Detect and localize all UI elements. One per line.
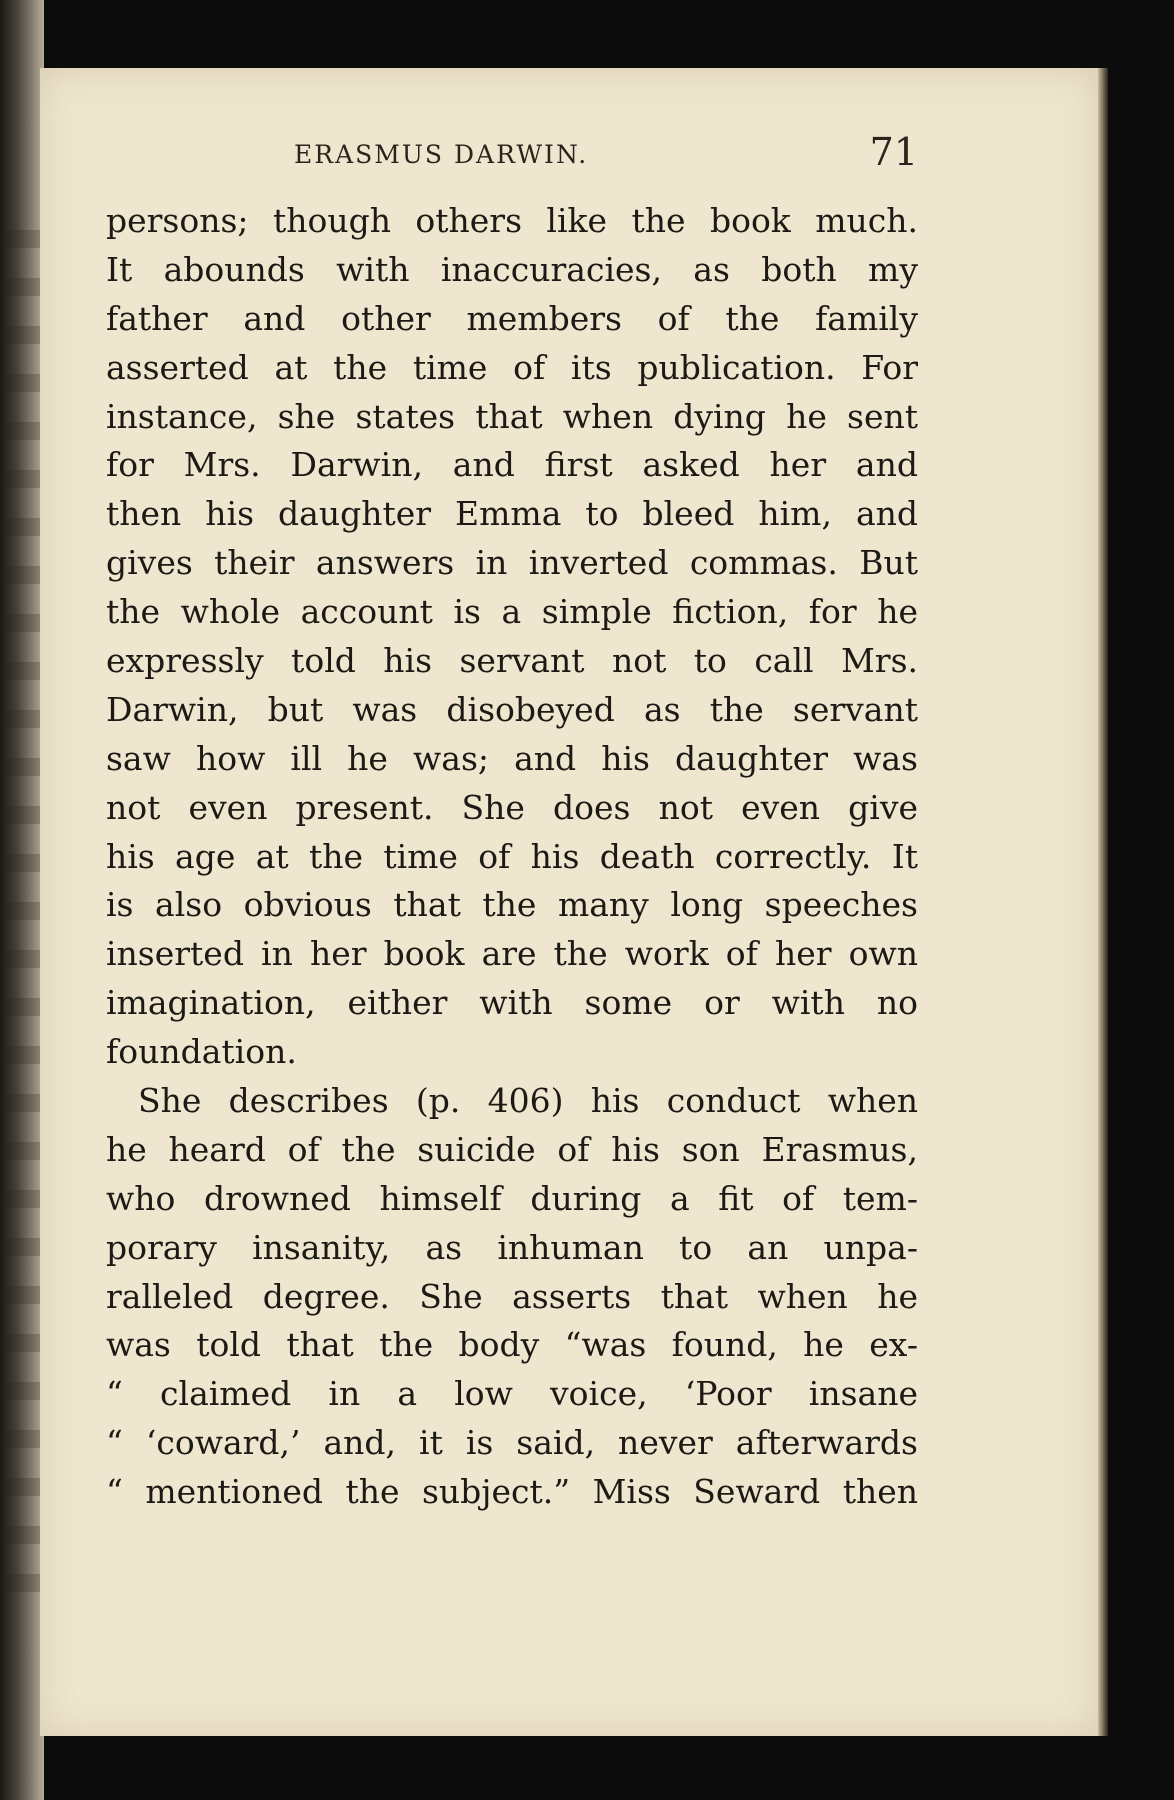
text-line: “ mentioned the subject.” Miss Seward then: [106, 1472, 918, 1512]
text-line: imagination, either with some or with no: [106, 983, 918, 1023]
text-line: he heard of the suicide of his son Erasmus,: [106, 1129, 918, 1169]
text-line: the whole account is a simple fiction, for he: [106, 592, 918, 632]
text-line: ralleled degree. She asserts that when he: [106, 1276, 918, 1316]
page-edge-shadow: [1098, 68, 1108, 1736]
text-line: father and other members of the family: [106, 298, 918, 338]
text-line: for Mrs. Darwin, and first asked her and: [106, 445, 918, 485]
text-line: saw how ill he was; and his daughter was: [106, 738, 918, 778]
text-line: was told that the body “was found, he ex-: [106, 1325, 918, 1365]
text-line: asserted at the time of its publication. For: [106, 347, 918, 387]
text-line: “ ‘coward,’ and, it is said, never afterwards: [106, 1423, 918, 1463]
running-header: [106, 132, 918, 178]
paragraph-first-line: She describes (p. 406) his conduct when: [138, 1081, 918, 1121]
text-line: porary insanity, as inhuman to an unpa-: [106, 1227, 918, 1267]
text-line: then his daughter Emma to bleed him, and: [106, 494, 918, 534]
paragraph-end-line: foundation.: [106, 1032, 297, 1072]
text-line: not even present. She does not even give: [106, 787, 918, 827]
facing-page-edge: [0, 0, 44, 1800]
body-text: [106, 197, 918, 1517]
text-line: inserted in her book are the work of her own: [106, 934, 918, 974]
text-line: expressly told his servant not to call Mrs.: [106, 641, 918, 681]
text-line: his age at the time of his death correctly. It: [106, 836, 918, 876]
text-line: persons; though others like the book much.: [106, 201, 918, 240]
text-line: who drowned himself during a fit of tem-: [106, 1178, 918, 1218]
facing-page-bleed: [6, 230, 42, 1610]
text-line: Darwin, but was disobeyed as the servant: [106, 689, 918, 729]
text-line: instance, she states that when dying he sent: [106, 396, 918, 436]
text-line: It abounds with inaccuracies, as both my: [106, 249, 918, 289]
text-line: gives their answers in inverted commas. But: [106, 543, 918, 583]
text-line: “ claimed in a low voice, ‘Poor insane: [106, 1374, 918, 1414]
running-title: ERASMUS DARWIN.: [294, 140, 589, 169]
text-line: is also obvious that the many long speeches: [106, 885, 918, 925]
page-number: 71: [869, 130, 918, 174]
